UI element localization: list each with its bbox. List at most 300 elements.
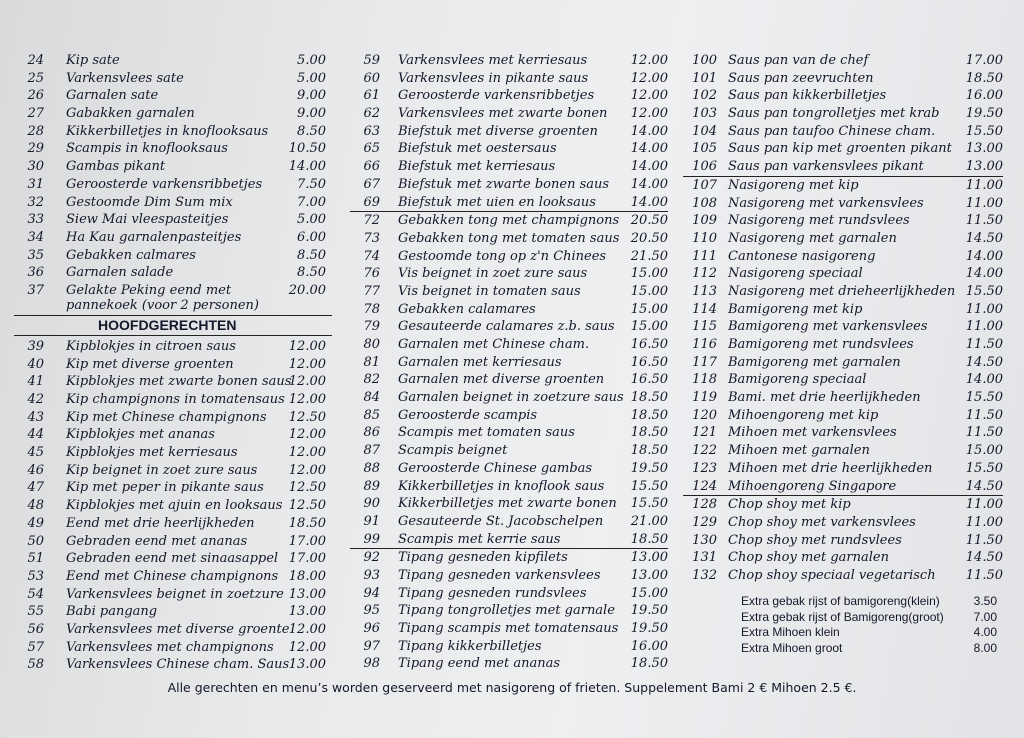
menu-item bbox=[683, 407, 1003, 425]
menu-item-name: Mihoen met varkensvlees bbox=[728, 425, 897, 441]
menu-item-name: Chop shoy speciaal vegetarisch bbox=[728, 567, 936, 583]
menu-item-name: Garnalen beignet in zoetzure saus bbox=[398, 390, 624, 406]
menu-item-number: 107 bbox=[692, 177, 717, 193]
menu-item-name: Gelakte Peking eend met pannekoek (voor 2 personen) bbox=[66, 282, 259, 314]
menu-item-price: 12.00 bbox=[288, 374, 326, 390]
menu-item-price: 15.50 bbox=[630, 478, 668, 494]
menu-item-name: Saus pan kip met groenten pikant bbox=[728, 141, 952, 157]
menu-item-price: 12.00 bbox=[288, 445, 326, 461]
menu-item bbox=[350, 248, 668, 266]
menu-item-name: Geroosterde scampis bbox=[398, 407, 538, 423]
menu-item-price: 15.50 bbox=[965, 460, 1003, 476]
menu-item-number: 114 bbox=[692, 301, 717, 317]
menu-item-number: 131 bbox=[692, 550, 717, 566]
menu-item bbox=[14, 52, 332, 70]
menu-item-number: 35 bbox=[27, 247, 44, 263]
menu-item-name: Biefstuk met oestersaus bbox=[398, 141, 557, 157]
menu-item-price: 19.50 bbox=[630, 603, 668, 619]
menu-item bbox=[350, 123, 668, 141]
main-dishes-list bbox=[14, 338, 332, 674]
menu-item-number: 79 bbox=[363, 319, 380, 335]
menu-item bbox=[14, 87, 332, 105]
menu-item-price: 19.50 bbox=[965, 106, 1003, 122]
menu-item-price: 18.50 bbox=[630, 390, 668, 406]
menu-item-number: 119 bbox=[692, 390, 717, 406]
extra-item bbox=[741, 625, 997, 641]
menu-item-price: 18.50 bbox=[630, 531, 668, 547]
menu-item bbox=[14, 444, 332, 462]
menu-item-price: 13.00 bbox=[965, 141, 1003, 157]
menu-item-number: 113 bbox=[692, 283, 717, 299]
dishes-list bbox=[683, 52, 1003, 585]
menu-item-name: Nasigoreng met drieheerlijkheden bbox=[728, 283, 956, 299]
menu-item-price: 17.00 bbox=[965, 53, 1003, 68]
menu-item-name: Gebakken tong met champignons bbox=[398, 213, 620, 229]
menu-item-number: 50 bbox=[27, 533, 44, 549]
menu-item-number: 67 bbox=[363, 176, 380, 192]
menu-item-number: 109 bbox=[692, 213, 717, 229]
menu-item-price: 13.00 bbox=[965, 159, 1003, 175]
menu-item-number: 80 bbox=[363, 337, 380, 352]
menu-item bbox=[683, 105, 1003, 123]
menu-item-price: 12.00 bbox=[288, 392, 326, 407]
menu-item-price: 12.00 bbox=[288, 462, 326, 478]
menu-item-number: 100 bbox=[692, 53, 717, 68]
menu-item-number: 36 bbox=[27, 265, 44, 281]
menu-item-name: Gebakken calamares bbox=[398, 301, 536, 317]
menu-item-name: Scampis beignet bbox=[398, 443, 508, 459]
menu-item-price: 15.00 bbox=[630, 266, 668, 282]
menu-item-number: 62 bbox=[363, 106, 380, 122]
menu-item bbox=[14, 656, 332, 674]
menu-item-price: 14.50 bbox=[965, 550, 1003, 566]
menu-item-name: Saus pan zeevruchten bbox=[728, 70, 874, 86]
extra-item-name: Extra Mihoen klein bbox=[741, 625, 840, 639]
menu-item-number: 105 bbox=[692, 141, 717, 157]
menu-item-name: Bamigoreng met kip bbox=[728, 301, 863, 317]
menu-item-price: 11.00 bbox=[965, 319, 1003, 335]
menu-item-number: 97 bbox=[363, 638, 380, 654]
menu-item-price: 15.50 bbox=[965, 390, 1003, 406]
menu-item-name: Cantonese nasigoreng bbox=[728, 248, 876, 264]
menu-item bbox=[14, 338, 332, 356]
menu-item-name: Mihoengoreng Singapore bbox=[728, 478, 897, 494]
menu-item-name: Bamigoreng met garnalen bbox=[728, 354, 901, 370]
menu-item-price: 15.50 bbox=[630, 496, 668, 512]
menu-item-number: 81 bbox=[363, 354, 380, 370]
menu-item-number: 110 bbox=[692, 230, 717, 246]
menu-item-price: 15.00 bbox=[630, 301, 668, 317]
menu-item bbox=[350, 638, 668, 656]
menu-item bbox=[14, 194, 332, 212]
menu-item-price: 16.50 bbox=[630, 354, 668, 370]
menu-item-number: 116 bbox=[692, 337, 717, 352]
menu-item-name: Biefstuk met uien en looksaus bbox=[398, 194, 596, 210]
menu-item-number: 60 bbox=[363, 70, 380, 86]
menu-item-number: 51 bbox=[27, 551, 44, 567]
menu-item bbox=[14, 229, 332, 247]
menu-item-name: Vis beignet in tomaten saus bbox=[398, 283, 581, 299]
menu-item bbox=[350, 158, 668, 176]
menu-item-price: 18.00 bbox=[288, 568, 326, 584]
dishes-list bbox=[350, 52, 668, 673]
menu-item bbox=[683, 140, 1003, 158]
menu-item-price: 16.00 bbox=[965, 88, 1003, 104]
menu-item-name: Garnalen met Chinese cham. bbox=[398, 337, 590, 352]
extra-item-name: Extra gebak rijst of bamigoreng(klein) bbox=[741, 594, 940, 608]
menu-item bbox=[683, 70, 1003, 88]
menu-item-number: 96 bbox=[363, 621, 380, 636]
menu-item-number: 123 bbox=[692, 460, 717, 476]
menu-item-name: Bamigoreng met rundsvlees bbox=[728, 337, 914, 352]
menu-item bbox=[350, 212, 668, 230]
menu-item-number: 101 bbox=[692, 70, 717, 86]
menu-item-name: Ha Kau garnalenpasteitjes bbox=[66, 229, 242, 245]
menu-item bbox=[683, 336, 1003, 354]
menu-item-number: 87 bbox=[363, 443, 380, 459]
menu-item bbox=[350, 549, 668, 567]
menu-item-name: Chop shoy met rundsvlees bbox=[728, 532, 902, 548]
menu-item-name: Eend met Chinese champignons bbox=[66, 568, 279, 584]
menu-item bbox=[683, 389, 1003, 407]
menu-item bbox=[683, 265, 1003, 283]
menu-item-price: 13.00 bbox=[630, 567, 668, 583]
menu-item-name: Biefstuk met kerriesaus bbox=[398, 159, 556, 175]
menu-item bbox=[683, 123, 1003, 141]
menu-item-name: Nasigoreng met varkensvlees bbox=[728, 195, 924, 211]
menu-item-number: 46 bbox=[27, 462, 44, 478]
menu-item-name: Babi pangang bbox=[66, 604, 158, 620]
menu-item-price: 9.00 bbox=[297, 88, 326, 104]
menu-item-name: Saus pan varkensvlees pikant bbox=[728, 159, 924, 175]
menu-item-number: 117 bbox=[692, 354, 717, 370]
menu-item-number: 106 bbox=[692, 159, 717, 175]
menu-item-name: Nasigoreng speciaal bbox=[728, 266, 863, 282]
menu-item bbox=[683, 318, 1003, 336]
menu-item-price: 12.00 bbox=[288, 621, 326, 637]
menu-item-price: 9.00 bbox=[297, 106, 326, 122]
menu-item bbox=[350, 407, 668, 425]
menu-item bbox=[683, 442, 1003, 460]
menu-item bbox=[14, 462, 332, 480]
menu-item bbox=[683, 177, 1003, 195]
menu-item-name: Geroosterde varkensribbetjes bbox=[398, 88, 595, 104]
menu-item-price: 18.50 bbox=[630, 656, 668, 672]
menu-item-name: Tipang scampis met tomatensaus bbox=[398, 621, 619, 636]
menu-item-number: 58 bbox=[27, 657, 44, 673]
menu-item-name: Scampis in knoflooksaus bbox=[66, 141, 228, 157]
extra-item bbox=[741, 641, 997, 657]
menu-item-number: 32 bbox=[27, 194, 44, 210]
menu-item-price: 16.50 bbox=[630, 337, 668, 352]
menu-item bbox=[350, 567, 668, 585]
menu-item-price: 15.00 bbox=[630, 283, 668, 299]
menu-item-number: 56 bbox=[27, 621, 44, 637]
menu-item-number: 118 bbox=[692, 372, 717, 388]
menu-item bbox=[683, 158, 1003, 177]
menu-item-name: Chop shoy met varkensvlees bbox=[728, 514, 916, 530]
menu-item-number: 132 bbox=[692, 567, 717, 583]
menu-item-name: Kipblokjes met kerriesaus bbox=[66, 445, 238, 461]
menu-item-price: 14.50 bbox=[965, 354, 1003, 370]
menu-item-price: 7.50 bbox=[297, 176, 326, 192]
menu-item bbox=[14, 356, 332, 374]
menu-item-name: Nasigoreng met garnalen bbox=[728, 230, 897, 246]
menu-item-name: Kip met Chinese champignons bbox=[66, 409, 267, 425]
menu-item-name: Varkensvlees in pikante saus bbox=[398, 70, 589, 86]
menu-item-number: 111 bbox=[692, 248, 717, 264]
menu-item-name: Bamigoreng speciaal bbox=[728, 372, 867, 388]
menu-item bbox=[14, 247, 332, 265]
menu-item-name: Tipang gesneden rundsvlees bbox=[398, 585, 587, 601]
menu-item-name: Tipang kikkerbilletjes bbox=[398, 638, 542, 654]
menu-item-number: 44 bbox=[27, 427, 44, 443]
menu-item bbox=[14, 533, 332, 551]
extra-item-name: Extra gebak rijst of Bamigoreng(groot) bbox=[741, 609, 944, 624]
menu-item-number: 29 bbox=[27, 141, 44, 157]
menu-item-number: 112 bbox=[692, 266, 717, 282]
menu-item-name: Mihoengoreng met kip bbox=[728, 407, 879, 423]
menu-item-price: 19.50 bbox=[630, 460, 668, 476]
menu-item-price: 12.00 bbox=[288, 356, 326, 372]
menu-item-name: Gebraden eend met ananas bbox=[66, 533, 248, 549]
menu-item bbox=[350, 460, 668, 478]
menu-item bbox=[350, 513, 668, 531]
menu-item bbox=[683, 230, 1003, 248]
menu-item-name: Gesauteerde calamares z.b. saus bbox=[398, 319, 615, 335]
menu-item-name: Geroosterde varkensribbetjes bbox=[66, 176, 263, 192]
menu-item-name: Gestoomde Dim Sum mix bbox=[66, 194, 233, 210]
extra-item-price: 8.00 bbox=[973, 640, 997, 655]
menu-item-number: 31 bbox=[27, 176, 44, 192]
menu-item bbox=[350, 495, 668, 513]
menu-item-number: 124 bbox=[692, 478, 717, 494]
menu-item-number: 128 bbox=[692, 497, 717, 513]
menu-column-1 bbox=[14, 52, 332, 674]
menu-item-number: 93 bbox=[363, 567, 380, 583]
menu-item-number: 30 bbox=[27, 159, 44, 175]
menu-item-name: Saus pan tongrolletjes met krab bbox=[728, 106, 940, 122]
menu-item bbox=[350, 70, 668, 88]
menu-item-name: Varkensvlees beignet in zoetzure bbox=[66, 586, 284, 602]
menu-item-number: 95 bbox=[363, 603, 380, 619]
menu-item-price: 11.50 bbox=[965, 407, 1003, 423]
menu-item-name: Biefstuk met zwarte bonen saus bbox=[398, 176, 610, 192]
menu-item bbox=[14, 282, 332, 314]
menu-item-price: 11.00 bbox=[965, 514, 1003, 530]
menu-item bbox=[14, 373, 332, 391]
menu-item-number: 33 bbox=[27, 212, 44, 228]
menu-item-name: Mihoen met garnalen bbox=[728, 443, 870, 459]
menu-item-price: 12.00 bbox=[288, 639, 326, 655]
menu-item bbox=[683, 354, 1003, 372]
menu-item-number: 43 bbox=[27, 409, 44, 425]
menu-item-number: 48 bbox=[27, 498, 44, 514]
menu-item-price: 12.50 bbox=[288, 480, 326, 496]
menu-item-name: Gambas pikant bbox=[66, 159, 166, 175]
menu-item-number: 49 bbox=[27, 515, 44, 531]
menu-item-name: Nasigoreng met rundsvlees bbox=[728, 213, 910, 229]
menu-item-price: 14.00 bbox=[965, 372, 1003, 388]
menu-item-price: 18.50 bbox=[630, 425, 668, 441]
menu-item-price: 12.00 bbox=[630, 70, 668, 86]
menu-item bbox=[350, 389, 668, 407]
menu-item-name: Tipang gesneden varkensvlees bbox=[398, 567, 601, 583]
menu-item bbox=[683, 87, 1003, 105]
menu-item bbox=[350, 105, 668, 123]
menu-item bbox=[350, 531, 668, 550]
menu-item bbox=[14, 603, 332, 621]
menu-item-number: 108 bbox=[692, 195, 717, 211]
menu-item-price: 8.50 bbox=[297, 247, 326, 263]
menu-item bbox=[350, 194, 668, 213]
menu-item bbox=[14, 140, 332, 158]
menu-item-price: 18.50 bbox=[288, 515, 326, 531]
menu-item-name: Bami. met drie heerlijkheden bbox=[728, 390, 921, 406]
menu-item-price: 5.00 bbox=[297, 53, 326, 68]
menu-item-name: Garnalen sate bbox=[66, 88, 159, 104]
menu-item-number: 102 bbox=[692, 88, 717, 104]
extra-item-name: Extra Mihoen groot bbox=[741, 640, 843, 655]
menu-item-number: 41 bbox=[27, 374, 44, 390]
menu-item-price: 11.50 bbox=[965, 337, 1003, 352]
menu-item-price: 15.00 bbox=[630, 585, 668, 601]
menu-item-price: 14.00 bbox=[630, 123, 668, 139]
menu-item-number: 47 bbox=[27, 480, 44, 496]
menu-item-price: 11.50 bbox=[965, 213, 1003, 229]
menu-item-price: 14.50 bbox=[965, 478, 1003, 494]
menu-item-name: Eend met drie heerlijkheden bbox=[66, 515, 255, 531]
menu-item-number: 129 bbox=[692, 514, 717, 530]
menu-item-number: 40 bbox=[27, 356, 44, 372]
menu-item-number: 24 bbox=[27, 53, 44, 68]
menu-item-name: Kikkerbilletjes met zwarte bonen bbox=[398, 496, 617, 512]
menu-item-name: Varkensvlees met diverse groente bbox=[66, 621, 290, 637]
menu-item bbox=[14, 639, 332, 657]
menu-item bbox=[350, 176, 668, 194]
menu-item-name: Kip met diverse groenten bbox=[66, 356, 234, 372]
menu-item-price: 5.00 bbox=[297, 70, 326, 86]
menu-item-name: Gabakken garnalen bbox=[66, 106, 195, 122]
menu-item bbox=[350, 87, 668, 105]
menu-item bbox=[14, 123, 332, 141]
menu-item-name: Kipblokjes met ajuin en looksaus bbox=[66, 498, 283, 514]
menu-item-number: 84 bbox=[363, 390, 380, 406]
menu-item-price: 11.50 bbox=[965, 532, 1003, 548]
menu-item-price: 16.50 bbox=[630, 372, 668, 388]
menu-item-name: Chop shoy met garnalen bbox=[728, 550, 889, 566]
menu-item bbox=[350, 620, 668, 638]
menu-item bbox=[14, 409, 332, 427]
menu-item-number: 92 bbox=[363, 550, 380, 566]
menu-item-price: 13.00 bbox=[288, 604, 326, 620]
menu-item-price: 11.50 bbox=[965, 425, 1003, 441]
menu-item-price: 14.00 bbox=[630, 159, 668, 175]
menu-item-number: 122 bbox=[692, 443, 717, 459]
menu-item-price: 14.50 bbox=[965, 230, 1003, 246]
menu-item-price: 7.00 bbox=[297, 194, 326, 210]
menu-column-2 bbox=[350, 52, 668, 673]
menu-item bbox=[350, 478, 668, 496]
menu-item-price: 14.00 bbox=[630, 176, 668, 192]
menu-item-price: 20.00 bbox=[288, 282, 326, 298]
extras-list bbox=[741, 594, 997, 656]
menu-item-name: Tipang tongrolletjes met garnale bbox=[398, 603, 615, 619]
menu-item-name: Saus pan van de chef bbox=[728, 53, 869, 68]
extra-item bbox=[741, 594, 997, 610]
menu-item-number: 115 bbox=[692, 319, 717, 335]
menu-item bbox=[683, 301, 1003, 319]
menu-item-number: 90 bbox=[363, 496, 380, 512]
menu-item-price: 5.00 bbox=[297, 212, 326, 228]
menu-item-name: Kip met peper in pikante saus bbox=[66, 480, 264, 496]
menu-item-number: 37 bbox=[27, 282, 44, 298]
menu-item bbox=[14, 497, 332, 515]
menu-item bbox=[350, 585, 668, 603]
extra-item-price: 4.00 bbox=[973, 625, 997, 639]
menu-item-name: Siew Mai vleespasteitjes bbox=[66, 212, 229, 228]
menu-item-name: Nasigoreng met kip bbox=[728, 177, 859, 193]
menu-item-number: 89 bbox=[363, 478, 380, 494]
menu-item-price: 8.50 bbox=[297, 123, 326, 139]
menu-item-name: Garnalen met diverse groenten bbox=[398, 372, 605, 388]
menu-item-price: 14.00 bbox=[288, 159, 326, 175]
menu-item-number: 73 bbox=[363, 230, 380, 246]
menu-item-name: Vis beignet in zoet zure saus bbox=[398, 266, 588, 282]
menu-item-name: Varkensvlees met champignons bbox=[66, 639, 274, 655]
menu-item-price: 15.50 bbox=[965, 123, 1003, 139]
menu-item-number: 34 bbox=[27, 229, 44, 245]
menu-item-number: 42 bbox=[27, 392, 44, 407]
menu-item-number: 28 bbox=[27, 123, 44, 139]
menu-item bbox=[350, 52, 668, 70]
menu-item-name: Scampis met kerrie saus bbox=[398, 531, 561, 547]
menu-item-number: 55 bbox=[27, 604, 44, 620]
menu-item-price: 21.50 bbox=[630, 248, 668, 264]
menu-item-name: Geroosterde Chinese gambas bbox=[398, 460, 593, 476]
menu-item-price: 16.00 bbox=[630, 638, 668, 654]
menu-item-number: 103 bbox=[692, 106, 717, 122]
menu-item-name: Gesauteerde St. Jacobschelpen bbox=[398, 513, 604, 529]
menu-item-name: Tipang eend met ananas bbox=[398, 656, 560, 672]
menu-item-price: 11.00 bbox=[965, 301, 1003, 317]
menu-item-price: 12.00 bbox=[288, 427, 326, 443]
menu-item-number: 120 bbox=[692, 407, 717, 423]
starters-list bbox=[14, 52, 332, 314]
menu-item-name: Kip champignons in tomatensaus bbox=[66, 392, 285, 407]
section-heading-hoofdgerechten: HOOFDGERECHTEN bbox=[14, 315, 332, 336]
extra-item-price: 7.00 bbox=[973, 609, 997, 624]
menu-item-price: 13.00 bbox=[630, 550, 668, 566]
menu-item-price: 11.00 bbox=[965, 497, 1003, 513]
menu-item bbox=[683, 496, 1003, 514]
menu-item-price: 11.00 bbox=[965, 195, 1003, 211]
menu-item-price: 20.50 bbox=[630, 213, 668, 229]
menu-item bbox=[14, 70, 332, 88]
menu-item-name: Kikkerbilletjes in knoflook saus bbox=[398, 478, 605, 494]
menu-item-number: 53 bbox=[27, 568, 44, 584]
menu-item bbox=[14, 105, 332, 123]
menu-item bbox=[350, 371, 668, 389]
menu-item bbox=[683, 195, 1003, 213]
menu-item bbox=[683, 52, 1003, 70]
menu-item-number: 45 bbox=[27, 445, 44, 461]
menu-item-price: 15.00 bbox=[630, 319, 668, 335]
menu-item bbox=[683, 248, 1003, 266]
menu-item bbox=[683, 567, 1003, 585]
menu-item bbox=[14, 176, 332, 194]
menu-item-price: 17.00 bbox=[288, 533, 326, 549]
